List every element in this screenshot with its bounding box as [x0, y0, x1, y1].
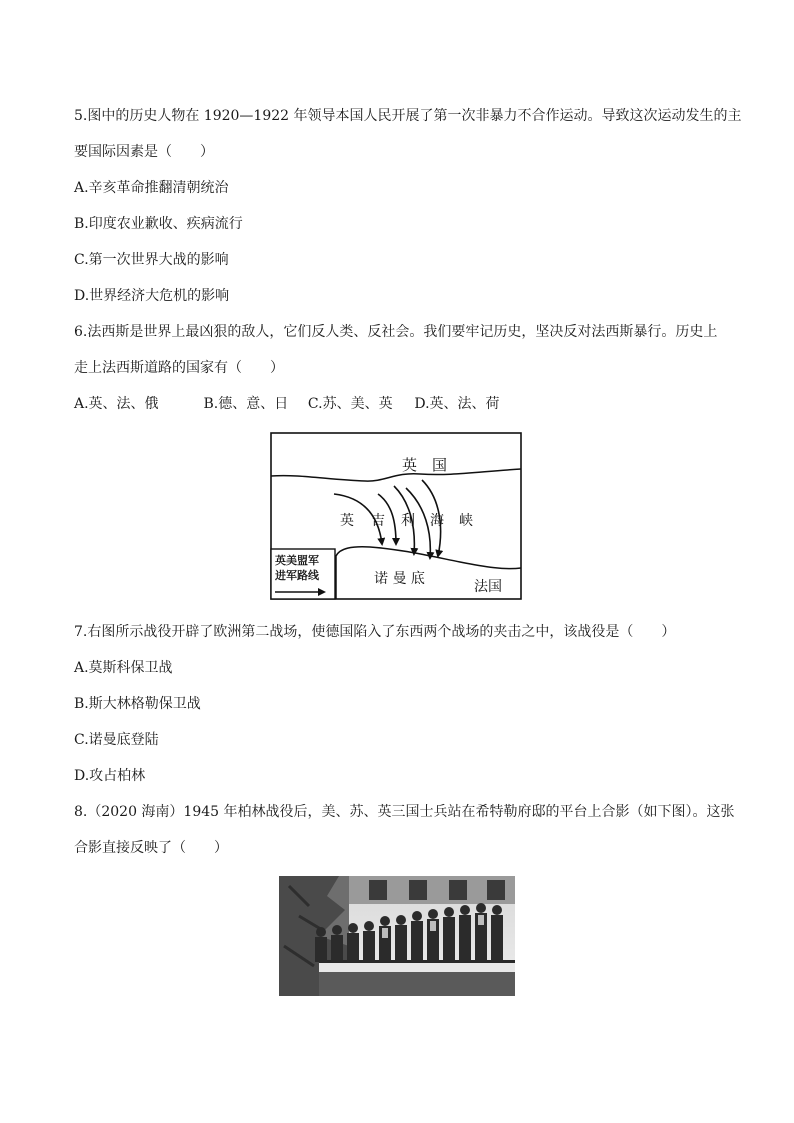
- q7-option-a: A.莫斯科保卫战: [74, 660, 173, 676]
- label-channel-3: 利: [401, 513, 415, 529]
- q6-option-a: A.英、法、俄: [74, 396, 159, 412]
- label-channel-5: 峡: [459, 513, 473, 529]
- q8-stem-line1: 8.（2020 海南）1945 年柏林战役后，美、苏、英三国士兵站在希特勒府邸的平台上合影（如下图）。这张: [74, 804, 735, 820]
- map-legend: [270, 549, 334, 599]
- berlin-soldiers-photo: [279, 876, 515, 996]
- q7-option-c: C.诺曼底登陆: [74, 732, 159, 748]
- label-channel-4: 海: [430, 513, 444, 529]
- label-france: 法国: [474, 579, 502, 595]
- q6-stem-line2: 走上法西斯道路的国家有（ ）: [74, 360, 284, 376]
- q5-stem-line1: 5.图中的历史人物在 1920—1922 年领导本国人民开展了第一次非暴力不合作运动。导致这次运动发生的主: [74, 108, 742, 124]
- q5-option-c: C.第一次世界大战的影响: [74, 252, 229, 268]
- q7-option-d: D.攻占柏林: [74, 768, 146, 784]
- label-britain: 英 国: [402, 456, 448, 474]
- q6-option-b: B.德、意、日: [203, 396, 289, 412]
- q5-option-b: B.印度农业歉收、疾病流行: [74, 216, 243, 232]
- label-channel-1: 英: [340, 513, 354, 529]
- legend-line1: 英美盟军: [275, 554, 319, 567]
- label-normandy: 诺 曼 底: [374, 571, 425, 587]
- q7-option-b: B.斯大林格勒保卫战: [74, 696, 201, 712]
- q5-option-a: A.辛亥革命推翻清朝统治: [74, 180, 229, 196]
- q6-stem-line1: 6.法西斯是世界上最凶狠的敌人，它们反人类、反社会。我们要牢记历史，坚决反对法西斯暴行。历史上: [74, 324, 718, 340]
- q5-option-d: D.世界经济大危机的影响: [74, 288, 230, 304]
- q6-option-c: C.苏、美、英: [307, 396, 393, 412]
- q6-options-row: [74, 394, 500, 414]
- q8-stem-line2: 合影直接反映了（ ）: [74, 840, 228, 856]
- q7-stem-line1: 7.右图所示战役开辟了欧洲第二战场，使德国陷入了东西两个战场的夹击之中，该战役是（ ）: [74, 624, 676, 640]
- q5-stem-line2: 要国际因素是（ ）: [74, 144, 214, 160]
- legend-line2: 进军路线: [275, 569, 319, 582]
- label-channel-2: 吉: [371, 513, 385, 529]
- normandy-map-figure: [270, 432, 522, 600]
- q6-option-d: D.英、法、荷: [414, 396, 500, 412]
